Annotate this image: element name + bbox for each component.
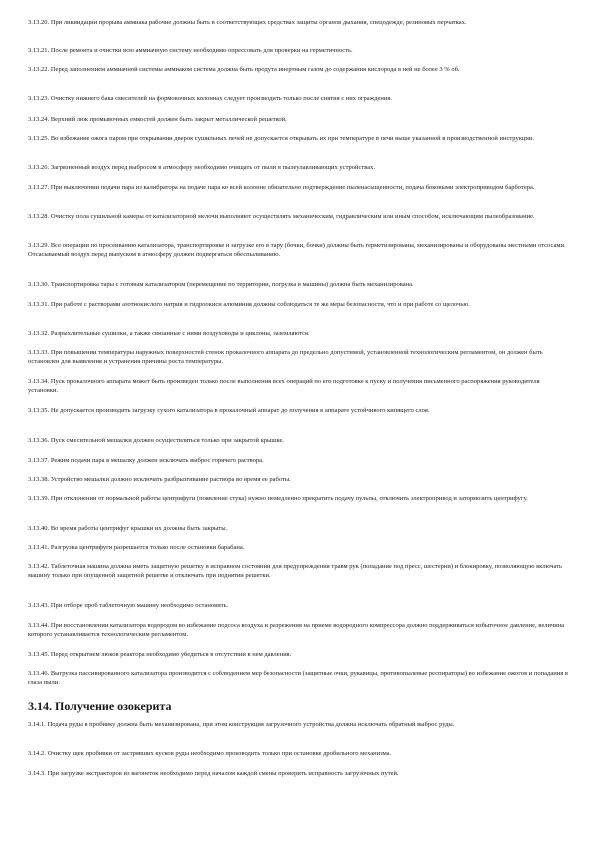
paragraph: 3.14.1. Подача руды в пробивку должна быть механизирована, при этом конструкция загрузочного устройства должна исключать обратный выброс руды. (28, 721, 455, 728)
paragraph: 3.13.40. Во время работы центрифуг крышки их должны быть закрыты. (28, 525, 228, 532)
paragraph: 3.13.38. Устройство мешалки должно исключать разбрызгивание раствора во время ее работы. (28, 476, 291, 483)
paragraph: 3.13.34. Пуск прокалочного аппарата может быть произведен только после выполнения всех операций по его подготовке к пуску и получения письменного распоряжения руководителя установки. (28, 378, 540, 395)
paragraph: 3.13.21. После ремонта и очистки всю аммиачную систему необходимо опрессовать для проверки на герметичность. (28, 47, 353, 54)
paragraph: 3.13.28. Очистку пола сушильной камеры от катализаторной мелочи выполняют осуществлять механическим, гидравлическим или иным способом, исключающим пылеобразование. (28, 213, 535, 220)
paragraph: 3.13.44. При восстановлении катализатора водородом во избежание подсоса воздуха и разрежения на приеме водородного компрессора должно поддерживаться избыточное давление, величина которого устанавливается технологическим регламентом. (28, 622, 565, 639)
paragraph: 3.13.20. При ликвидации прорыва аммиака рабочие должны быть в соответствующих средствах защиты органов дыхания, спецодежде, резиновых перчатках. (28, 19, 467, 26)
paragraph: 3.13.39. При отклонении от нормальной работы центрифуги (появление стука) нужно немедленно прекратить подачу пульпы, отключить электропривод и затормозить центрифугу. (28, 495, 528, 502)
paragraph: 3.13.29. Все операции по просеиванию катализатора, транспортировке и загрузке его в тару (бочки, бочки) должны быть герметизированы, механизированы и оборудованы местными отсосами. Отсасываемый воздух перед выпуском в атмосферу должен подвергаться обеспыливанию. (28, 242, 566, 259)
paragraph: 3.13.43. При отборе проб таблеточную машину необходимо остановить. (28, 602, 229, 609)
paragraph: 3.13.36. Пуск смесительной мешалки должен осуществляться только при закрытой крышке. (28, 437, 284, 444)
paragraph: 3.13.30. Транспортировка тары с готовым катализатором (перемещение по территории, погрузка в машины) должна быть механизирована. (28, 281, 414, 288)
paragraph: 3.13.31. При работе с растворами азотнокислого натрия и гидроокиси алюминия должны соблюдаться те же меры безопасности, что и при работе со щелочью. (28, 301, 470, 308)
paragraph: 3.14.3. При загрузке экстракторов из вагонеток необходимо перед началом каждой смены проверить исправность загрузочных путей. (28, 770, 399, 777)
paragraph: 3.13.25. Во избежание ожога паром при открывании дверок сушильных печей не допускается открывать их при температуре в печи выше указанной в производственной инструкции. (28, 135, 535, 142)
paragraph: 3.13.37. Режим подачи пара в мешалку должен исключать выброс горячего раствора. (28, 457, 264, 464)
paragraph: 3.13.42. Таблеточная машина должна иметь защитную решетку в исправном состоянии для предупреждения травм рук (попадание под пресс, шестерни) и блокировку, позволяющую включать машину только при опущенной защитной решетке и отключать при поднятии решетки. (28, 563, 563, 580)
paragraph: 3.14.2. Очистку щек пробивки от застрявших кусков руды необходимо производить только при остановке дробильного механизма. (28, 750, 392, 757)
paragraph: 3.13.27. При выключении подачи пара из калибратора на подаче пара ко всей колонне обязательно подтверждение пыленасыщенности, подача боковыми электроприводом барботера. (28, 184, 535, 191)
paragraph: 3.13.32. Разрыхлительные сушилки, а также связанные с ними воздуховоды и циклоны, заземляются. (28, 330, 310, 337)
paragraph: 3.13.33. При повышении температуры наружных поверхностей стенок прокалочного аппарата до предельно допустимой, установленной технологическим регламентом, он должен быть остановлен для выявления и устранения причины роста температуры. (28, 349, 543, 366)
paragraph: 3.13.26. Загрязненный воздух перед выбросом в атмосферу необходимо очищать от пыли в пылеулавливающих устройствах. (28, 164, 376, 171)
paragraph: 3.13.45. Перед открытием люков реактора необходимо убедиться в отсутствии в нем давления. (28, 651, 292, 658)
paragraph: 3.13.41. Разгрузка центрифуги разрешается только после остановки барабана. (28, 544, 245, 551)
paragraph: 3.13.35. Не допускается производить загрузку сухого катализатора в прокалочный аппарат до получения в аппарате устойчивого кипящего слоя. (28, 407, 430, 414)
section-heading: 3.14. Получение озокерита (28, 699, 172, 713)
paragraph: 3.13.46. Выгрузка пассивированного катализатора производится с соблюдением мер безопасности (защитные очки, рукавицы, противопылевые респираторы) во избежание ожогов и попадания в глаза пыли. (28, 670, 568, 687)
paragraph: 3.13.24. Верхний люк промывочных емкостей должен быть закрыт металлической решеткой. (28, 116, 287, 123)
paragraph: 3.13.23. Очистку нижнего бака смесителей на формовочных колоннах следует производить только после снятия с них ограждения. (28, 95, 393, 102)
paragraph: 3.13.22. Перед заполнением аммиачной системы аммиаком система должна быть продута инертным газом до содержания кислорода в ней не более 3 % об. (28, 66, 460, 73)
